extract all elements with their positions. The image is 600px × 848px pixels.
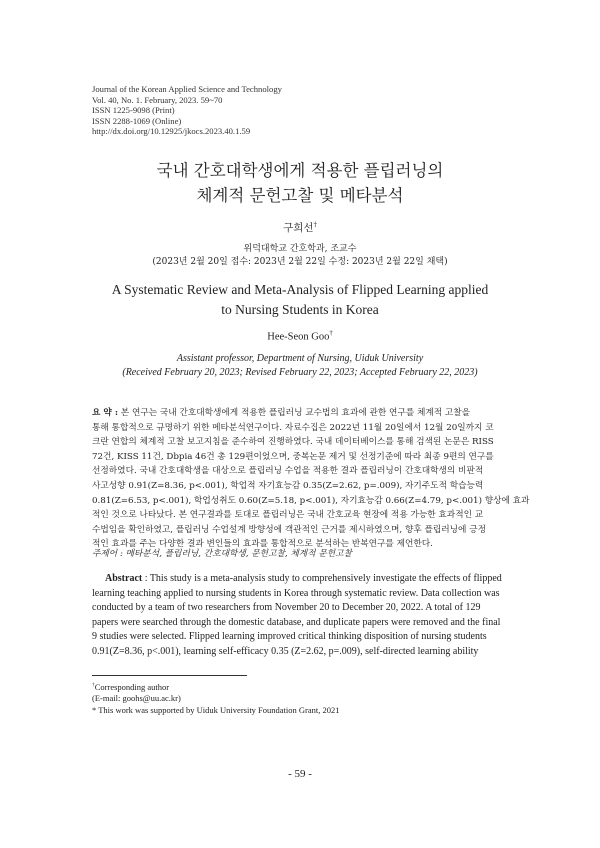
english-abstract: [92, 572, 514, 660]
korean-abstract-line: 사고성향 0.91(Z=8.36, p<.001), 학업적 자기효능감 0.35(Z=2.62, p=.009), 자기주도적 학습능력: [92, 480, 484, 491]
korean-affiliation-line1: 위덕대학교 간호학과, 조교수: [243, 244, 357, 254]
english-author-name: Hee-Seon Goo: [267, 331, 330, 343]
english-abstract-line: learning teaching applied to nursing students in Korea through systematic review. Data collection was: [92, 587, 500, 599]
english-title: [0, 280, 600, 320]
corresponding-author-note: †Corresponding author: [92, 681, 170, 692]
journal-header: [92, 84, 282, 137]
korean-abstract-line: 통해 통합적으로 규명하기 위한 메타분석연구이다. 자료수집은 2022년 11월 20일에서 12월 20일까지 코: [92, 422, 494, 433]
korean-abstract-line: [92, 406, 514, 421]
korean-title: [0, 158, 600, 208]
english-dates: (Received February 20, 2023; Revised February 22, 2023; Accepted February 22, 2023): [122, 366, 478, 378]
korean-abstract-text: 본 연구는 국내 간호대학생에게 적용한 플립러닝 교수법의 효과에 관한 연구를 체계적 고찰을: [118, 408, 471, 418]
english-author: [0, 330, 600, 343]
korean-author: [0, 220, 600, 235]
korean-abstract-line: 수법임을 확인하였고, 플립러닝 수업설계 방향성에 객관적인 근거를 제시하였으며, 향후 플립러닝에 긍정: [92, 524, 486, 535]
english-abstract-text: : This study is a meta-analysis study to comprehensively investigate the effects of flipped: [142, 573, 502, 584]
english-title-line2: to Nursing Students in Korea: [221, 302, 379, 317]
footnotes: [92, 680, 340, 716]
issn-online: ISSN 2288-1069 (Online): [92, 115, 182, 126]
english-abstract-label: Abstract: [105, 573, 143, 584]
issn-print: ISSN 1225-9098 (Print): [92, 105, 175, 116]
korean-affiliation: [0, 243, 600, 269]
korean-keywords: 주제어 : 메타분석, 플립러닝, 간호대학생, 문헌고찰, 체계적 문헌고찰: [92, 549, 352, 559]
korean-abstract: [92, 406, 530, 552]
korean-title-line1: 국내 간호대학생에게 적용한 플립러닝의: [156, 161, 444, 180]
korean-abstract-line: 0.81(Z=6.53, p<.001), 학업성취도 0.60(Z=5.18, p<.001), 자기효능감 0.66(Z=4.79, p<.001) 향상에 효과: [92, 495, 530, 506]
korean-abstract-line: 적인 것으로 나타났다. 본 연구결과를 토대로 플립러닝은 국내 간호교육 현장에 적용 가능한 효과적인 교: [92, 510, 484, 521]
korean-abstract-label: 요 약 :: [92, 408, 119, 418]
korean-author-name: 구희선: [283, 222, 314, 234]
english-abstract-line: 9 studies were selected. Flipped learning improved critical thinking disposition of nursing students: [92, 631, 487, 643]
journal-name: Journal of the Korean Applied Science and Technology: [92, 84, 282, 94]
corresponding-mark: †: [329, 330, 333, 337]
korean-abstract-line: 적인 효과를 주는 다양한 결과 변인들의 효과를 통합적으로 분석하는 반복연구를 제언한다.: [92, 539, 433, 550]
english-abstract-line: [92, 572, 514, 587]
funding-note: * This work was supported by Uiduk University Foundation Grant, 2021: [92, 704, 340, 715]
korean-title-line2: 체계적 문헌고찰 및 메타분석: [196, 186, 404, 205]
english-abstract-line: papers were searched through the domestic database, and duplicate papers were removed and the final: [92, 616, 501, 628]
footnote-divider: [92, 675, 247, 676]
korean-abstract-line: 선정하였다. 국내 간호대학생을 대상으로 플립러닝 수업을 적용한 결과 플립러닝이 간호대학생의 비판적: [92, 466, 484, 477]
email-note[interactable]: (E-mail: goohs@uu.ac.kr): [92, 693, 181, 704]
korean-abstract-line: 72건, KISS 11건, Dbpia 46건 총 129편이었으며, 중복논문 제거 및 선정기준에 따라 최종 9편의 연구를: [92, 451, 494, 462]
corresponding-mark: †: [313, 220, 317, 229]
doi-link[interactable]: http://dx.doi.org/10.12925/jkocs.2023.40.1.59: [92, 126, 251, 137]
english-affiliation: [0, 352, 600, 379]
journal-volume: Vol. 40, No. 1. February, 2023. 59~70: [92, 94, 223, 105]
english-abstract-line: 0.91(Z=8.36, p<.001), learning self-efficacy 0.35 (Z=2.62, p=.009), self-directed learning ability: [92, 645, 479, 657]
page-number: - 59 -: [288, 768, 312, 780]
korean-abstract-line: 크란 연합의 체계적 고찰 보고지침을 준수하여 진행하였다. 국내 데이터베이스를 통해 검색된 논문은 RISS: [92, 437, 494, 448]
english-abstract-line: conducted by a team of two researchers from November 20 to December 20, 2022. A total of 129: [92, 602, 481, 614]
korean-dates: (2023년 2월 20일 접수: 2023년 2월 22일 수정: 2023년 2월 22일 채택): [152, 257, 448, 267]
corresponding-mark: †: [92, 682, 95, 688]
english-title-line1: A Systematic Review and Meta-Analysis of Flipped Learning applied: [111, 282, 489, 297]
english-affiliation-line1: Assistant professor, Department of Nursing, Uiduk University: [176, 353, 424, 364]
